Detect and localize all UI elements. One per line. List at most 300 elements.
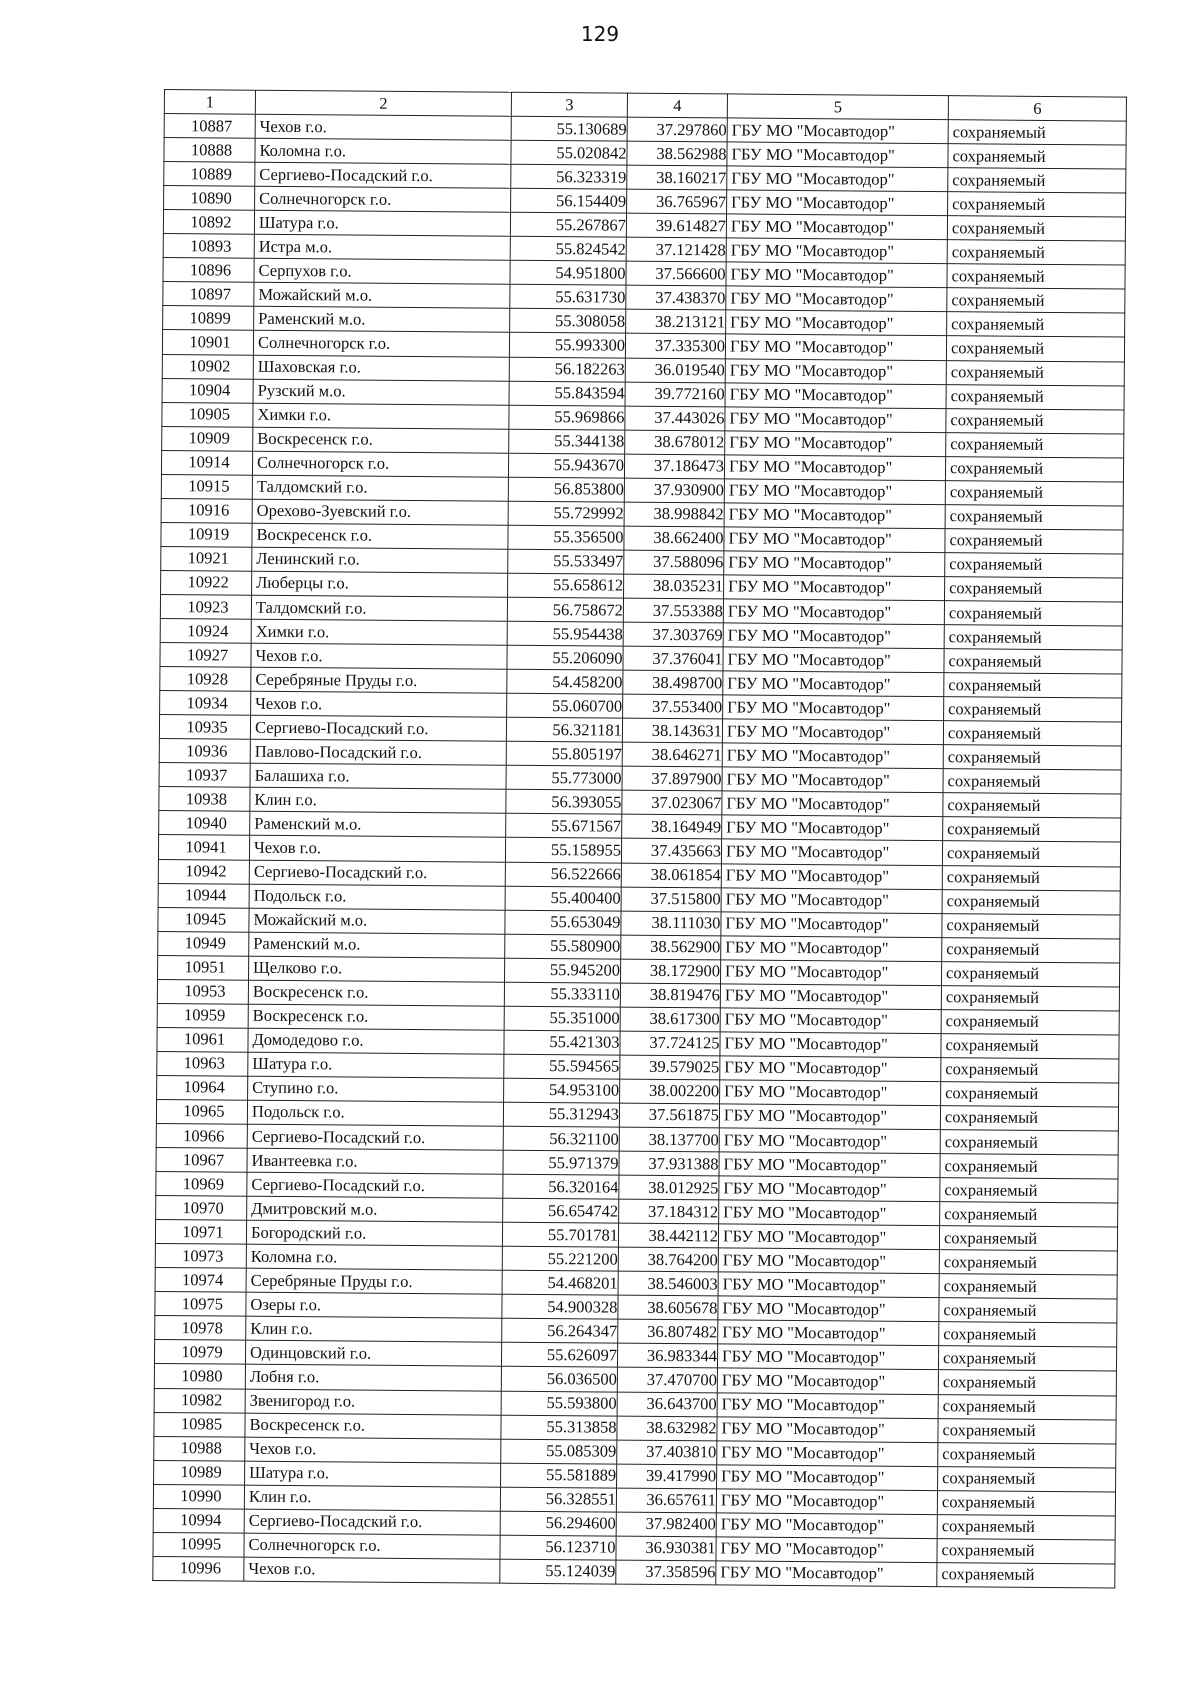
cell-number: 10892	[163, 210, 254, 235]
cell-longitude: 36.930381	[616, 1536, 716, 1561]
cell-number: 10919	[161, 522, 252, 547]
cell-longitude: 37.724125	[620, 1031, 720, 1056]
cell-organization: ГБУ МО "Мосавтодор"	[720, 960, 941, 986]
cell-longitude: 36.019540	[625, 358, 725, 383]
cell-number: 10901	[162, 330, 253, 355]
cell-latitude: 55.993300	[509, 333, 625, 358]
cell-organization: ГБУ МО "Мосавтодор"	[716, 1489, 937, 1515]
cell-status: сохраняемый	[938, 1394, 1116, 1419]
cell-longitude: 37.897900	[622, 766, 722, 791]
cell-latitude: 56.654742	[503, 1198, 619, 1223]
cell-organization: ГБУ МО "Мосавтодор"	[718, 1272, 939, 1298]
cell-status: сохраняемый	[946, 336, 1124, 361]
cell-number: 10944	[158, 883, 249, 908]
cell-longitude: 38.061854	[621, 863, 721, 888]
cell-longitude: 36.643700	[617, 1392, 717, 1417]
cell-longitude: 37.184312	[619, 1199, 719, 1224]
cell-organization: ГБУ МО "Мосавтодор"	[720, 984, 941, 1010]
cell-latitude: 55.653049	[505, 910, 621, 935]
cell-number: 10942	[158, 859, 249, 884]
cell-status: сохраняемый	[941, 985, 1119, 1010]
registry-table	[152, 89, 1127, 1588]
cell-municipality: Чехов г.о.	[251, 643, 507, 669]
cell-number: 10994	[153, 1508, 244, 1533]
cell-number: 10973	[155, 1244, 246, 1269]
cell-organization: ГБУ МО "Мосавтодор"	[720, 1008, 941, 1034]
cell-longitude: 36.807482	[618, 1319, 718, 1344]
cell-municipality: Подольск г.о.	[247, 1100, 503, 1126]
cell-longitude: 37.470700	[617, 1368, 717, 1393]
cell-municipality: Ленинский г.о.	[252, 547, 508, 573]
cell-latitude: 55.945200	[504, 958, 620, 983]
cell-latitude: 55.626097	[501, 1343, 617, 1368]
cell-organization: ГБУ МО "Мосавтодор"	[726, 310, 947, 336]
cell-municipality: Богородский г.о.	[246, 1220, 502, 1246]
cell-municipality: Чехов г.о.	[244, 1557, 500, 1583]
cell-municipality: Рузский м.о.	[253, 379, 509, 405]
cell-municipality: Талдомский г.о.	[252, 475, 508, 501]
cell-longitude: 38.035231	[624, 574, 724, 599]
cell-number: 10945	[158, 907, 249, 932]
cell-organization: ГБУ МО "Мосавтодор"	[723, 695, 944, 721]
cell-latitude: 54.951800	[510, 261, 626, 286]
cell-longitude: 38.617300	[620, 1007, 720, 1032]
cell-latitude: 56.320164	[503, 1174, 619, 1199]
cell-organization: ГБУ МО "Мосавтодор"	[720, 1032, 941, 1058]
cell-status: сохраняемый	[942, 889, 1120, 914]
cell-number: 10914	[161, 450, 252, 475]
cell-longitude: 38.160217	[627, 165, 727, 190]
cell-status: сохраняемый	[946, 408, 1124, 433]
cell-organization: ГБУ МО "Мосавтодор"	[723, 647, 944, 673]
cell-status: сохраняемый	[942, 865, 1120, 890]
cell-municipality: Сергиево-Посадский г.о.	[249, 860, 505, 886]
cell-municipality: Воскресенск г.о.	[245, 1413, 501, 1439]
column-header: 6	[948, 96, 1126, 121]
cell-latitude: 54.900328	[502, 1295, 618, 1320]
cell-organization: ГБУ МО "Мосавтодор"	[725, 431, 946, 457]
cell-latitude: 55.729992	[508, 501, 624, 526]
cell-organization: ГБУ МО "Мосавтодор"	[726, 286, 947, 312]
cell-status: сохраняемый	[948, 192, 1126, 217]
cell-longitude: 39.417990	[617, 1464, 717, 1489]
cell-organization: ГБУ МО "Мосавтодор"	[718, 1224, 939, 1250]
cell-number: 10966	[156, 1123, 247, 1148]
cell-number: 10924	[160, 619, 251, 644]
cell-organization: ГБУ МО "Мосавтодор"	[719, 1152, 940, 1178]
cell-status: сохраняемый	[945, 456, 1123, 481]
cell-latitude: 55.313858	[501, 1415, 617, 1440]
cell-longitude: 36.657611	[616, 1488, 716, 1513]
cell-municipality: Чехов г.о.	[245, 1437, 501, 1463]
cell-municipality: Ивантеевка г.о.	[247, 1148, 503, 1174]
cell-municipality: Ступино г.о.	[248, 1076, 504, 1102]
cell-status: сохраняемый	[945, 553, 1123, 578]
cell-municipality: Сергиево-Посадский г.о.	[250, 715, 506, 741]
cell-latitude: 55.333110	[504, 982, 620, 1007]
cell-number: 10970	[156, 1196, 247, 1221]
cell-organization: ГБУ МО "Мосавтодор"	[723, 623, 944, 649]
cell-organization: ГБУ МО "Мосавтодор"	[717, 1392, 938, 1418]
cell-organization: ГБУ МО "Мосавтодор"	[727, 142, 948, 168]
cell-longitude: 38.111030	[621, 911, 721, 936]
cell-latitude: 54.468201	[502, 1270, 618, 1295]
column-header: 2	[255, 90, 511, 116]
cell-latitude: 55.954438	[507, 621, 623, 646]
cell-latitude: 55.312943	[503, 1102, 619, 1127]
cell-latitude: 55.206090	[507, 645, 623, 670]
cell-status: сохраняемый	[944, 697, 1122, 722]
cell-municipality: Воскресенск г.о.	[252, 523, 508, 549]
cell-longitude: 37.023067	[622, 790, 722, 815]
cell-longitude: 38.546003	[618, 1271, 718, 1296]
cell-municipality: Шатура г.о.	[245, 1461, 501, 1487]
cell-latitude: 55.085309	[501, 1439, 617, 1464]
cell-latitude: 55.580900	[505, 934, 621, 959]
cell-longitude: 37.931388	[619, 1151, 719, 1176]
cell-status: сохраняемый	[944, 625, 1122, 650]
cell-organization: ГБУ МО "Мосавтодор"	[717, 1344, 938, 1370]
cell-status: сохраняемый	[937, 1562, 1115, 1587]
cell-longitude: 37.566600	[626, 261, 726, 286]
cell-organization: ГБУ МО "Мосавтодор"	[718, 1296, 939, 1322]
cell-longitude: 38.137700	[619, 1127, 719, 1152]
cell-number: 10951	[158, 955, 249, 980]
cell-municipality: Клин г.о.	[250, 788, 506, 814]
cell-organization: ГБУ МО "Мосавтодор"	[721, 936, 942, 962]
cell-number: 10935	[159, 715, 250, 740]
cell-status: сохраняемый	[942, 913, 1120, 938]
cell-organization: ГБУ МО "Мосавтодор"	[724, 479, 945, 505]
cell-status: сохраняемый	[937, 1514, 1115, 1539]
cell-status: сохраняемый	[941, 961, 1119, 986]
cell-municipality: Сергиево-Посадский г.о.	[247, 1172, 503, 1198]
cell-status: сохраняемый	[943, 817, 1121, 842]
cell-latitude: 55.805197	[506, 741, 622, 766]
cell-longitude: 37.303769	[623, 622, 723, 647]
cell-municipality: Дмитровский м.о.	[247, 1196, 503, 1222]
cell-municipality: Шатура г.о.	[248, 1052, 504, 1078]
cell-municipality: Солнечногорск г.о.	[255, 186, 511, 212]
cell-longitude: 37.588096	[624, 550, 724, 575]
cell-latitude: 56.123710	[500, 1535, 616, 1560]
cell-latitude: 55.421303	[504, 1030, 620, 1055]
cell-latitude: 55.533497	[508, 549, 624, 574]
cell-number: 10921	[161, 546, 252, 571]
cell-longitude: 37.553388	[623, 598, 723, 623]
cell-status: сохраняемый	[940, 1130, 1118, 1155]
cell-latitude: 55.400400	[505, 886, 621, 911]
cell-organization: ГБУ МО "Мосавтодор"	[721, 863, 942, 889]
cell-latitude: 56.758672	[507, 597, 623, 622]
cell-status: сохраняемый	[944, 649, 1122, 674]
cell-municipality: Одинцовский г.о.	[245, 1341, 501, 1367]
cell-organization: ГБУ МО "Мосавтодор"	[719, 1128, 940, 1154]
cell-longitude: 38.172900	[620, 959, 720, 984]
cell-latitude: 55.701781	[502, 1222, 618, 1247]
cell-status: сохраняемый	[939, 1250, 1117, 1275]
cell-number: 10922	[161, 570, 252, 595]
cell-status: сохраняемый	[939, 1322, 1117, 1347]
cell-latitude: 55.594565	[504, 1054, 620, 1079]
cell-status: сохраняемый	[948, 120, 1126, 145]
cell-number: 10937	[159, 763, 250, 788]
cell-number: 10975	[155, 1292, 246, 1317]
cell-status: сохраняемый	[947, 216, 1125, 241]
cell-number: 10887	[164, 114, 255, 139]
cell-latitude: 55.130689	[511, 116, 627, 141]
cell-longitude: 38.562900	[621, 935, 721, 960]
cell-latitude: 56.154409	[511, 188, 627, 213]
cell-municipality: Подольск г.о.	[249, 884, 505, 910]
cell-longitude: 38.562988	[627, 141, 727, 166]
table-body	[153, 114, 1126, 1588]
cell-latitude: 55.971379	[503, 1150, 619, 1175]
cell-municipality: Коломна г.о.	[255, 138, 511, 164]
cell-organization: ГБУ МО "Мосавтодор"	[726, 214, 947, 240]
cell-number: 10989	[154, 1460, 245, 1485]
cell-longitude: 38.143631	[622, 718, 722, 743]
cell-organization: ГБУ МО "Мосавтодор"	[717, 1465, 938, 1491]
cell-municipality: Лобня г.о.	[245, 1365, 501, 1391]
cell-longitude: 38.442112	[618, 1223, 718, 1248]
cell-status: сохраняемый	[946, 360, 1124, 385]
cell-longitude: 39.579025	[620, 1055, 720, 1080]
page-number: 129	[580, 22, 620, 46]
cell-status: сохраняемый	[938, 1346, 1116, 1371]
cell-status: сохраняемый	[947, 240, 1125, 265]
cell-organization: ГБУ МО "Мосавтодор"	[725, 334, 946, 360]
cell-organization: ГБУ МО "Мосавтодор"	[724, 527, 945, 553]
cell-longitude: 37.515800	[621, 887, 721, 912]
cell-status: сохраняемый	[939, 1274, 1117, 1299]
cell-organization: ГБУ МО "Мосавтодор"	[724, 503, 945, 529]
cell-municipality: Клин г.о.	[244, 1485, 500, 1511]
cell-number: 10971	[155, 1220, 246, 1245]
cell-municipality: Сергиево-Посадский г.о.	[247, 1124, 503, 1150]
cell-longitude: 38.002200	[620, 1079, 720, 1104]
cell-latitude: 55.060700	[507, 693, 623, 718]
cell-municipality: Сергиево-Посадский г.о.	[244, 1509, 500, 1535]
cell-longitude: 37.443026	[625, 406, 725, 431]
cell-latitude: 55.351000	[504, 1006, 620, 1031]
cell-longitude: 37.403810	[617, 1440, 717, 1465]
cell-municipality: Серебряные Пруды г.о.	[251, 667, 507, 693]
cell-latitude: 55.943670	[508, 453, 624, 478]
cell-number: 10923	[160, 594, 251, 619]
cell-latitude: 55.124039	[500, 1559, 616, 1584]
cell-status: сохраняемый	[941, 1033, 1119, 1058]
cell-number: 10953	[157, 979, 248, 1004]
cell-organization: ГБУ МО "Мосавтодор"	[722, 743, 943, 769]
cell-status: сохраняемый	[940, 1178, 1118, 1203]
cell-longitude: 39.772160	[625, 382, 725, 407]
cell-number: 10928	[160, 667, 251, 692]
column-header: 5	[727, 94, 948, 120]
cell-latitude: 56.853800	[508, 477, 624, 502]
cell-status: сохраняемый	[940, 1202, 1118, 1227]
cell-longitude: 38.498700	[623, 670, 723, 695]
cell-latitude: 56.182263	[509, 357, 625, 382]
cell-latitude: 56.522666	[505, 862, 621, 887]
cell-status: сохраняемый	[938, 1418, 1116, 1443]
cell-municipality: Шаховская г.о.	[253, 355, 509, 381]
cell-latitude: 54.953100	[504, 1078, 620, 1103]
cell-organization: ГБУ МО "Мосавтодор"	[716, 1561, 937, 1587]
cell-latitude: 55.344138	[509, 429, 625, 454]
cell-organization: ГБУ МО "Мосавтодор"	[727, 118, 948, 144]
cell-status: сохраняемый	[945, 577, 1123, 602]
cell-municipality: Домодедово г.о.	[248, 1028, 504, 1054]
cell-status: сохраняемый	[941, 1082, 1119, 1107]
cell-municipality: Сергиево-Посадский г.о.	[255, 162, 511, 188]
cell-municipality: Воскресенск г.о.	[253, 427, 509, 453]
cell-latitude: 56.328551	[500, 1487, 616, 1512]
column-header: 3	[511, 92, 627, 117]
cell-longitude: 37.435663	[621, 839, 721, 864]
cell-latitude: 55.593800	[501, 1391, 617, 1416]
cell-latitude: 55.158955	[505, 838, 621, 863]
cell-municipality: Раменский м.о.	[254, 307, 510, 333]
cell-organization: ГБУ МО "Мосавтодор"	[724, 551, 945, 577]
cell-municipality: Раменский м.о.	[249, 932, 505, 958]
column-header: 4	[627, 93, 727, 118]
cell-number: 10897	[163, 282, 254, 307]
cell-number: 10978	[155, 1316, 246, 1341]
cell-status: сохраняемый	[948, 168, 1126, 193]
cell-organization: ГБУ МО "Мосавтодор"	[719, 1176, 940, 1202]
cell-municipality: Шатура г.о.	[254, 210, 510, 236]
cell-number: 10979	[154, 1340, 245, 1365]
cell-latitude: 55.020842	[511, 140, 627, 165]
cell-organization: ГБУ МО "Мосавтодор"	[721, 887, 942, 913]
cell-latitude: 56.393055	[506, 790, 622, 815]
cell-number: 10982	[154, 1388, 245, 1413]
cell-municipality: Можайский м.о.	[249, 908, 505, 934]
cell-status: сохраняемый	[939, 1298, 1117, 1323]
cell-municipality: Химки г.о.	[253, 403, 509, 429]
cell-longitude: 37.553400	[623, 694, 723, 719]
cell-status: сохраняемый	[946, 384, 1124, 409]
cell-municipality: Озеры г.о.	[246, 1293, 502, 1319]
cell-longitude: 37.358596	[616, 1560, 716, 1585]
cell-status: сохраняемый	[943, 745, 1121, 770]
cell-number: 10899	[163, 306, 254, 331]
cell-latitude: 56.321181	[506, 717, 622, 742]
cell-municipality: Звенигород г.о.	[245, 1389, 501, 1415]
cell-latitude: 55.581889	[501, 1463, 617, 1488]
cell-latitude: 56.323319	[511, 164, 627, 189]
cell-municipality: Павлово-Посадский г.о.	[250, 739, 506, 765]
cell-longitude: 36.765967	[627, 189, 727, 214]
cell-number: 10959	[157, 1003, 248, 1028]
cell-number: 10985	[154, 1412, 245, 1437]
cell-organization: ГБУ МО "Мосавтодор"	[717, 1368, 938, 1394]
cell-longitude: 37.438370	[626, 286, 726, 311]
cell-latitude: 55.308058	[510, 309, 626, 334]
cell-status: сохраняемый	[937, 1538, 1115, 1563]
cell-longitude: 37.561875	[619, 1103, 719, 1128]
cell-longitude: 37.335300	[625, 334, 725, 359]
cell-longitude: 39.614827	[626, 213, 726, 238]
cell-longitude: 38.819476	[620, 983, 720, 1008]
cell-number: 10936	[159, 739, 250, 764]
cell-municipality: Воскресенск г.о.	[248, 1004, 504, 1030]
cell-number: 10909	[162, 426, 253, 451]
cell-latitude: 55.969866	[509, 405, 625, 430]
cell-latitude: 56.264347	[502, 1319, 618, 1344]
cell-status: сохраняемый	[943, 769, 1121, 794]
cell-number: 10964	[157, 1075, 248, 1100]
cell-number: 10990	[153, 1484, 244, 1509]
cell-longitude: 37.376041	[623, 646, 723, 671]
cell-municipality: Талдомский г.о.	[251, 595, 507, 621]
cell-organization: ГБУ МО "Мосавтодор"	[726, 262, 947, 288]
cell-status: сохраняемый	[942, 841, 1120, 866]
cell-municipality: Чехов г.о.	[255, 114, 511, 140]
cell-municipality: Балашиха г.о.	[250, 764, 506, 790]
cell-organization: ГБУ МО "Мосавтодор"	[718, 1320, 939, 1346]
cell-organization: ГБУ МО "Мосавтодор"	[723, 671, 944, 697]
cell-longitude: 37.930900	[624, 478, 724, 503]
cell-number: 10963	[157, 1051, 248, 1076]
cell-latitude: 55.631730	[510, 285, 626, 310]
cell-number: 10889	[164, 162, 255, 187]
cell-status: сохраняемый	[944, 673, 1122, 698]
cell-number: 10890	[164, 186, 255, 211]
cell-organization: ГБУ МО "Мосавтодор"	[722, 767, 943, 793]
cell-number: 10974	[155, 1268, 246, 1293]
cell-longitude: 38.662400	[624, 526, 724, 551]
cell-organization: ГБУ МО "Мосавтодор"	[725, 358, 946, 384]
cell-number: 10902	[162, 354, 253, 379]
cell-longitude: 37.121428	[626, 237, 726, 262]
cell-number: 10941	[158, 835, 249, 860]
cell-status: сохраняемый	[945, 528, 1123, 553]
cell-latitude: 55.773000	[506, 766, 622, 791]
cell-organization: ГБУ МО "Мосавтодор"	[717, 1416, 938, 1442]
cell-municipality: Чехов г.о.	[249, 836, 505, 862]
cell-status: сохраняемый	[938, 1442, 1116, 1467]
cell-number: 10893	[163, 234, 254, 259]
cell-longitude: 38.012925	[619, 1175, 719, 1200]
cell-longitude: 38.213121	[626, 310, 726, 335]
cell-municipality: Клин г.о.	[246, 1317, 502, 1343]
cell-number: 10988	[154, 1436, 245, 1461]
cell-organization: ГБУ МО "Мосавтодор"	[721, 839, 942, 865]
column-header: 1	[164, 90, 255, 115]
cell-organization: ГБУ МО "Мосавтодор"	[724, 455, 945, 481]
cell-organization: ГБУ МО "Мосавтодор"	[722, 791, 943, 817]
cell-organization: ГБУ МО "Мосавтодор"	[717, 1441, 938, 1467]
cell-number: 10965	[156, 1099, 247, 1124]
cell-longitude: 36.983344	[617, 1344, 717, 1369]
cell-status: сохраняемый	[940, 1154, 1118, 1179]
cell-municipality: Щелково г.о.	[249, 956, 505, 982]
cell-status: сохраняемый	[941, 1009, 1119, 1034]
cell-number: 10969	[156, 1172, 247, 1197]
cell-longitude: 38.632982	[617, 1416, 717, 1441]
cell-number: 10888	[164, 138, 255, 163]
cell-organization: ГБУ МО "Мосавтодор"	[727, 190, 948, 216]
cell-organization: ГБУ МО "Мосавтодор"	[719, 1200, 940, 1226]
cell-number: 10927	[160, 643, 251, 668]
cell-longitude: 38.605678	[618, 1295, 718, 1320]
cell-municipality: Воскресенск г.о.	[248, 980, 504, 1006]
cell-number: 10949	[158, 931, 249, 956]
cell-organization: ГБУ МО "Мосавтодор"	[726, 238, 947, 264]
cell-organization: ГБУ МО "Мосавтодор"	[727, 166, 948, 192]
